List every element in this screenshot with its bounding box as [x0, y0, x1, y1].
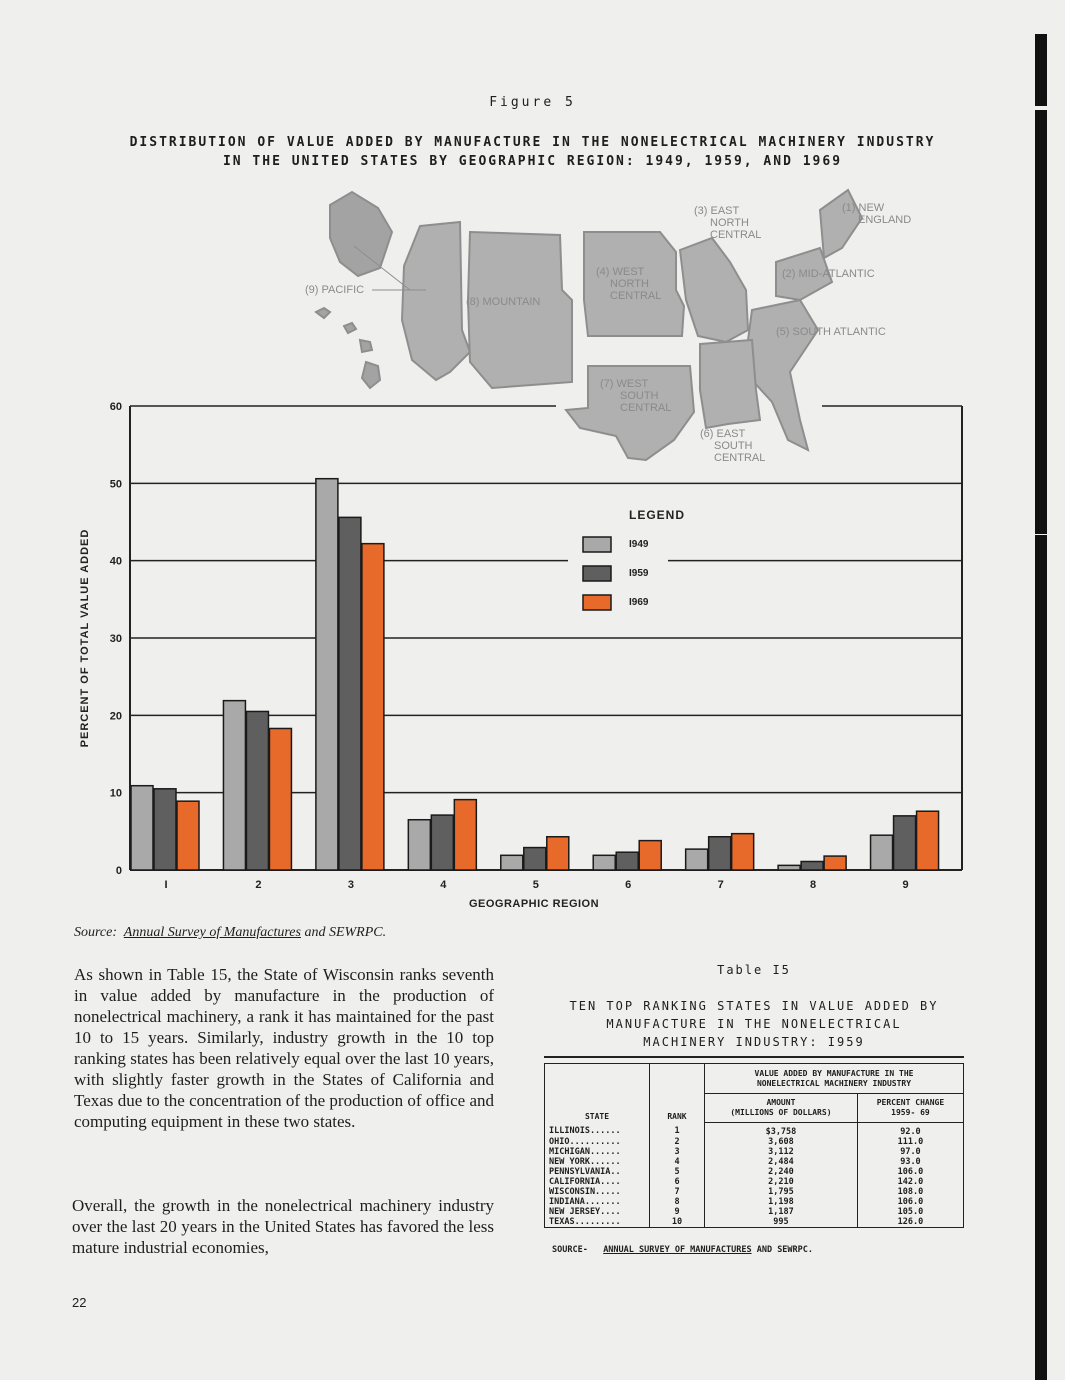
- x-tick-label: 9: [902, 879, 909, 891]
- map-label-wnc: [596, 266, 661, 302]
- map-label-line: CENTRAL: [610, 290, 662, 302]
- map-label-line: ENGLAND: [858, 214, 912, 226]
- cell-pct: 93.0: [900, 1156, 921, 1167]
- table-row: [545, 1217, 964, 1228]
- cell-state: NEW JERSEY....: [545, 1207, 650, 1217]
- bar-I959-region-3: [339, 517, 361, 870]
- map-label-line: NORTH: [710, 217, 749, 229]
- map-label-esc: [700, 428, 765, 464]
- figure-source: [74, 925, 386, 941]
- legend-title: LEGEND: [629, 508, 686, 522]
- cell-rank: 8: [650, 1197, 705, 1207]
- bar-I959-region-2: [246, 711, 268, 870]
- bar-I969-region-7: [732, 834, 754, 870]
- cell-rank: 7: [650, 1187, 705, 1197]
- y-tick-label: 30: [109, 633, 122, 645]
- cell-state: NEW YORK......: [545, 1157, 650, 1167]
- cell-amount: $3,758: [705, 1122, 858, 1137]
- bar-I959-region-4: [431, 815, 453, 870]
- x-tick-label: 4: [440, 879, 447, 891]
- figure-source-prefix: Source:: [74, 925, 118, 940]
- map-label-line: CENTRAL: [714, 452, 766, 464]
- cell-rank: 6: [650, 1177, 705, 1187]
- legend-label: I949: [629, 539, 649, 550]
- table-row: [545, 1122, 964, 1137]
- map-region-mountain: [468, 232, 572, 388]
- y-tick-label: 10: [109, 787, 122, 800]
- bar-I969-region-9: [917, 811, 939, 870]
- table-15: [544, 1063, 964, 1228]
- col-header-rank: RANK: [650, 1064, 705, 1123]
- cell-amount: 1,187: [705, 1207, 858, 1217]
- map-region-pacific: [402, 222, 470, 380]
- body-paragraph-2: Overall, the growth in the nonelectrical machinery industry over the last 20 years in the United States has favored the less mature industrial economies,: [72, 1196, 494, 1257]
- binding-mark: [1035, 1244, 1047, 1316]
- x-tick-label: 6: [625, 879, 632, 891]
- map-label-line: NORTH: [610, 278, 649, 290]
- map-label-mountain: (8) MOUNTAIN: [466, 296, 541, 308]
- cell-state: OHIO..........: [545, 1137, 650, 1147]
- bar-I959-region-9: [894, 816, 916, 870]
- map-label-line: SOUTH: [714, 440, 753, 452]
- bar-I969-region-4: [454, 800, 476, 870]
- map-label-sa: (5) SOUTH ATLANTIC: [776, 326, 886, 338]
- body-paragraph-1: As shown in Table 15, the State of Wisconsin ranks seventh in value added by manufacture in the production of nonelectrical machinery, a rank it has maintained for the past 10 to 15 years. Similarly, industry growth in the 10 top ranking states has been relatively equal over the last 10 years, with slightly faster growth in the States of California and Texas due to the concentration of the production of office and computing equipment in these two states.: [74, 965, 494, 1131]
- cell-rank: 10: [650, 1217, 705, 1228]
- map-label-line: CENTRAL: [710, 229, 762, 241]
- cell-rank: 3: [650, 1147, 705, 1157]
- cell-pct: 92.0: [900, 1126, 921, 1137]
- col-header-amount: [705, 1094, 858, 1122]
- table-source-suffix: AND SEWRPC.: [756, 1245, 814, 1255]
- cell-pct: 97.0: [900, 1146, 921, 1157]
- cell-pct: 105.0: [897, 1206, 924, 1217]
- bar-I949-region-3: [316, 479, 338, 870]
- x-tick-label: 8: [810, 879, 817, 891]
- bar-I949-region-9: [871, 835, 893, 870]
- col-header-group: [705, 1064, 964, 1094]
- table-source: [552, 1245, 813, 1255]
- binding-mark: [1035, 1032, 1047, 1104]
- table-row: [545, 1187, 964, 1197]
- cell-pct: 108.0: [897, 1186, 924, 1197]
- cell-state: WISCONSIN.....: [545, 1187, 650, 1197]
- y-tick-label: 20: [109, 710, 122, 723]
- cell-rank: 5: [650, 1167, 705, 1177]
- bar-I969-region-6: [639, 841, 661, 870]
- table-title-line: TEN TOP RANKING STATES IN VALUE ADDED BY: [569, 999, 939, 1013]
- table-title-line: MACHINERY INDUSTRY: I959: [643, 1035, 865, 1049]
- bar-I949-region-2: [223, 701, 245, 870]
- y-tick-label: 0: [115, 865, 122, 877]
- map-label-line: (7) WEST: [600, 378, 649, 390]
- cell-rank: 1: [650, 1122, 705, 1137]
- cell-rank: 9: [650, 1207, 705, 1217]
- y-tick-label: 60: [109, 401, 122, 413]
- cell-amount: 3,112: [705, 1147, 858, 1157]
- map-region-hawaii: [316, 308, 380, 388]
- cell-pct: 142.0: [897, 1176, 924, 1187]
- bar-I949-region-8: [778, 865, 800, 870]
- cell-state: MICHIGAN......: [545, 1147, 650, 1157]
- cell-amount: 995: [705, 1217, 858, 1228]
- cell-amount: 1,795: [705, 1187, 858, 1197]
- legend-swatch-I969: [583, 595, 611, 610]
- table-row: [545, 1197, 964, 1207]
- col-header-line: (MILLIONS OF DOLLARS): [730, 1107, 832, 1117]
- table-row: [545, 1137, 964, 1147]
- x-tick-label: 5: [532, 879, 539, 891]
- table-header-row: [545, 1064, 964, 1094]
- col-header-group-line: VALUE ADDED BY MANUFACTURE IN THE: [754, 1068, 914, 1078]
- figure-title-line1: DISTRIBUTION OF VALUE ADDED BY MANUFACTURE IN THE NONELECTRICAL MACHINERY INDUSTRY: [129, 135, 936, 150]
- table-row: [545, 1207, 964, 1217]
- bar-I959-region-5: [524, 848, 546, 870]
- bar-I969-region-8: [824, 856, 846, 870]
- map-region-esc: [700, 340, 760, 428]
- cell-pct: 106.0: [897, 1196, 924, 1207]
- table-row: [545, 1167, 964, 1177]
- table-top-rule: [544, 1056, 964, 1058]
- cell-amount: 2,484: [705, 1157, 858, 1167]
- bar-I949-region-I: [131, 786, 153, 870]
- y-tick-label: 50: [109, 478, 122, 491]
- map-label-ne: [842, 202, 911, 226]
- map-region-enc: [680, 238, 748, 342]
- figure-source-title: Annual Survey of Manufactures: [123, 925, 301, 940]
- legend-label: I959: [629, 568, 649, 579]
- col-header-state: STATE: [545, 1064, 650, 1123]
- x-axis-title: GEOGRAPHIC REGION: [468, 898, 600, 910]
- binding-mark: [1035, 1102, 1047, 1174]
- table-source-title: ANNUAL SURVEY OF MANUFACTURES: [603, 1245, 752, 1255]
- map-label-line: (4) WEST: [596, 266, 645, 278]
- table-source-prefix: SOURCE-: [552, 1245, 588, 1255]
- map-label-line: (3) EAST: [694, 205, 740, 217]
- bar-I959-region-6: [616, 852, 638, 870]
- bar-I949-region-5: [501, 855, 523, 870]
- cell-state: ILLINOIS......: [545, 1122, 650, 1137]
- table-title-line: MANUFACTURE IN THE NONELECTRICAL: [606, 1017, 902, 1031]
- cell-rank: 2: [650, 1137, 705, 1147]
- cell-amount: 2,240: [705, 1167, 858, 1177]
- bar-I949-region-7: [686, 849, 708, 870]
- col-header-line: PERCENT CHANGE: [876, 1097, 945, 1107]
- col-header-pct: [857, 1094, 963, 1122]
- figure-source-suffix: and SEWRPC.: [304, 925, 387, 940]
- cell-state: TEXAS.........: [545, 1217, 650, 1228]
- legend-swatch-I949: [583, 537, 611, 552]
- map-label-line: SOUTH: [620, 390, 659, 402]
- cell-pct: 126.0: [897, 1216, 924, 1227]
- bar-I949-region-6: [593, 855, 615, 870]
- cell-pct: 106.0: [897, 1166, 924, 1177]
- figure-title-line2: IN THE UNITED STATES BY GEOGRAPHIC REGION: 1949, 1959, AND 1969: [222, 154, 843, 169]
- map-label-pacific: (9) PACIFIC: [305, 284, 365, 296]
- legend-swatch-I959: [583, 566, 611, 581]
- cell-amount: 2,210: [705, 1177, 858, 1187]
- cell-state: CALIFORNIA....: [545, 1177, 650, 1187]
- col-header-line: AMOUNT: [766, 1097, 796, 1107]
- x-tick-label: I: [164, 879, 168, 891]
- page-number: 22: [72, 1295, 87, 1310]
- us-regions-map: [316, 190, 862, 460]
- bar-I959-region-7: [709, 837, 731, 870]
- x-tick-label: 2: [255, 879, 262, 891]
- table-title: [544, 997, 964, 1051]
- binding-mark: [1035, 960, 1047, 1032]
- bar-I969-region-I: [177, 801, 199, 870]
- bar-I969-region-2: [269, 728, 291, 870]
- y-tick-label: 40: [109, 555, 122, 568]
- table-label: Table I5: [717, 963, 791, 977]
- cell-state: INDIANA.......: [545, 1197, 650, 1207]
- map-label-line: (6) EAST: [700, 428, 746, 440]
- bar-I959-region-8: [801, 861, 823, 870]
- bar-I969-region-5: [547, 837, 569, 870]
- binding-mark: [1035, 1174, 1047, 1246]
- cell-amount: 3,608: [705, 1137, 858, 1147]
- table-row: [545, 1157, 964, 1167]
- bar-I969-region-3: [362, 544, 384, 870]
- map-label-ma: (2) MID-ATLANTIC: [782, 268, 875, 280]
- cell-state: PENNSYLVANIA..: [545, 1167, 650, 1177]
- legend-label: I969: [629, 597, 649, 608]
- map-label-wsc: [600, 378, 671, 414]
- col-header-group-line: NONELECTRICAL MACHINERY INDUSTRY: [756, 1078, 912, 1088]
- col-header-line: 1959- 69: [891, 1107, 930, 1117]
- cell-pct: 111.0: [897, 1136, 924, 1147]
- map-region-alaska: [330, 192, 392, 276]
- x-tick-label: 7: [717, 879, 724, 891]
- map-label-enc: [694, 205, 761, 241]
- x-tick-label: 3: [347, 879, 354, 891]
- cell-amount: 1,198: [705, 1197, 858, 1207]
- y-axis-title: PERCENT OF TOTAL VALUE ADDED: [79, 528, 91, 748]
- bar-I959-region-I: [154, 789, 176, 870]
- bar-I949-region-4: [408, 820, 430, 870]
- map-label-line: CENTRAL: [620, 402, 672, 414]
- cell-rank: 4: [650, 1157, 705, 1167]
- table-row: [545, 1147, 964, 1157]
- figure-label: Figure 5: [489, 95, 576, 110]
- binding-mark: [1035, 1308, 1047, 1380]
- map-label-line: (1) NEW: [842, 202, 885, 214]
- table-row: [545, 1177, 964, 1187]
